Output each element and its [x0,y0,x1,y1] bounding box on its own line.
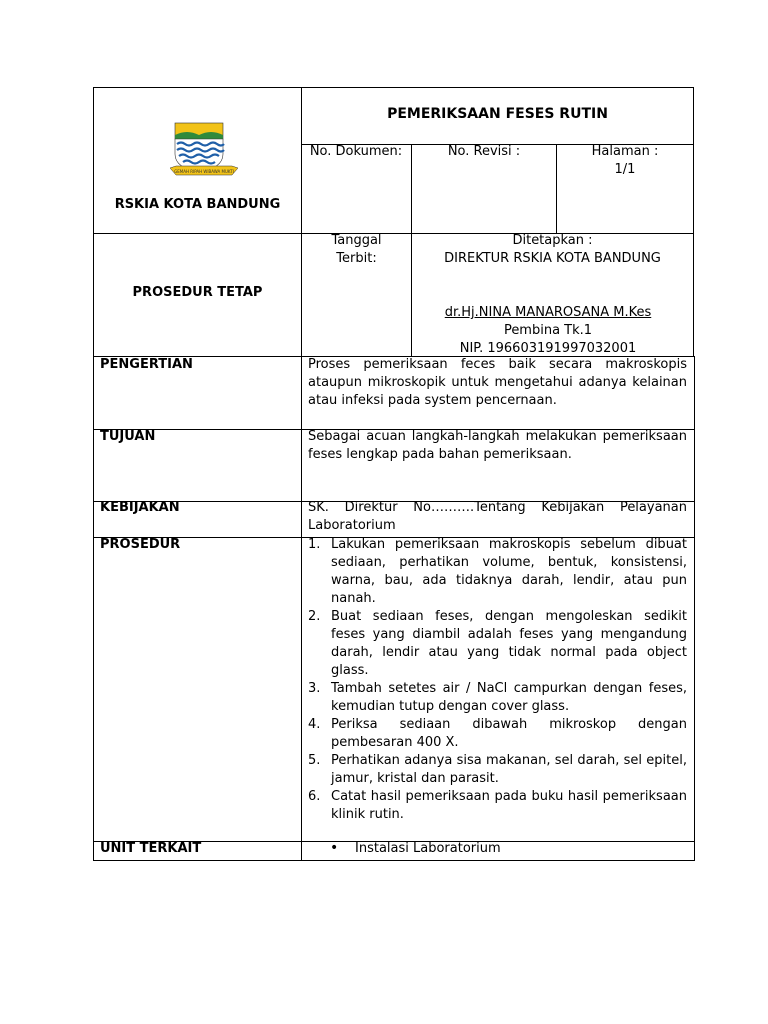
list-item [308,752,687,788]
tanggal-label: Tanggal [331,233,382,248]
ditetapkan-by: DIREKTUR RSKIA KOTA BANDUNG [444,251,661,266]
unit-item: Instalasi Laboratorium [355,841,501,856]
kebijakan-label: KEBIJAKAN [100,500,180,515]
no-dokumen-label: No. Dokumen: [309,144,403,159]
tujuan-text: Sebagai acuan langkah-langkah melakukan pemeriksaan feses lengkap pada bahan pemeriksaan. [308,429,687,462]
no-revisi-label: No. Revisi : [447,144,521,159]
step-number: 5. [308,753,321,768]
list-item [308,788,687,824]
ditetapkan-cell [412,232,693,268]
signer-nip: NIP. 196603191997032001 [459,341,637,356]
step-text: Buat sediaan feses, dengan mengoleskan sedikit feses yang diambil adalah feses yang mengandung darah, lendir atau yang tidak normal pada object glass. [331,609,687,678]
step-text: Lakukan pemeriksaan makroskopis sebelum dibuat sediaan, perhatikan volume, bentuk, konsistensi, warna, bau, ada tidaknya darah, lendir, atau pun nanah. [331,537,687,606]
unit-terkait-list [330,840,690,858]
institution-name: RSKIA KOTA BANDUNG [114,197,281,212]
procedure-type: PROSEDUR TETAP [132,285,263,300]
step-text: Catat hasil pemeriksaan pada buku hasil pemeriksaan klinik rutin. [331,789,687,822]
halaman-cell [557,143,693,179]
bullet-icon: • [330,840,339,856]
list-item [308,680,687,716]
unit-terkait-label: UNIT TERKAIT [100,841,202,856]
step-number: 6. [308,789,321,804]
terbit-label: Terbit: [336,251,377,266]
document-title: PEMERIKSAAN FESES RUTIN [387,106,608,122]
step-number: 4. [308,717,321,732]
kebijakan-text: SK. Direktur No……….Tentang Kebijakan Pelayanan Laboratorium [308,500,687,533]
step-text: Periksa sediaan dibawah mikroskop dengan pembesaran 400 X. [331,717,687,750]
signer-rank: Pembina Tk.1 [503,323,593,338]
prosedur-steps [308,536,687,824]
halaman-label: Halaman : [591,144,659,159]
pengertian-label: PENGERTIAN [100,357,193,372]
step-text: Tambah setetes air / NaCl campurkan dengan feses, kemudian tutup dengan cover glass. [331,681,687,714]
bandung-emblem-icon [170,120,238,180]
halaman-value: 1/1 [614,162,636,177]
ditetapkan-label: Ditetapkan : [512,233,593,248]
signature-block [412,304,684,358]
list-item [308,536,687,608]
list-item [308,716,687,752]
tanggal-terbit-cell [302,232,411,268]
tujuan-label: TUJUAN [100,429,156,444]
pengertian-text: Proses pemeriksaan feces baik secara makroskopis ataupun mikroskopik untuk mengetahui adanya kelainan atau infeksi pada system pencernaan. [308,357,687,408]
list-item [330,840,690,858]
step-number: 2. [308,609,321,624]
step-number: 3. [308,681,321,696]
step-number: 1. [308,537,321,552]
city-emblem-logo [170,120,238,180]
signer-name: dr.Hj.NINA MANAROSANA M.Kes [444,305,652,320]
step-text: Perhatikan adanya sisa makanan, sel darah, sel epitel, jamur, kristal dan parasit. [331,753,687,786]
prosedur-label: PROSEDUR [100,537,181,552]
logo-ribbon-text: GEMAH RIPAH WIBAWA MUKTI [174,169,234,174]
list-item [308,608,687,680]
